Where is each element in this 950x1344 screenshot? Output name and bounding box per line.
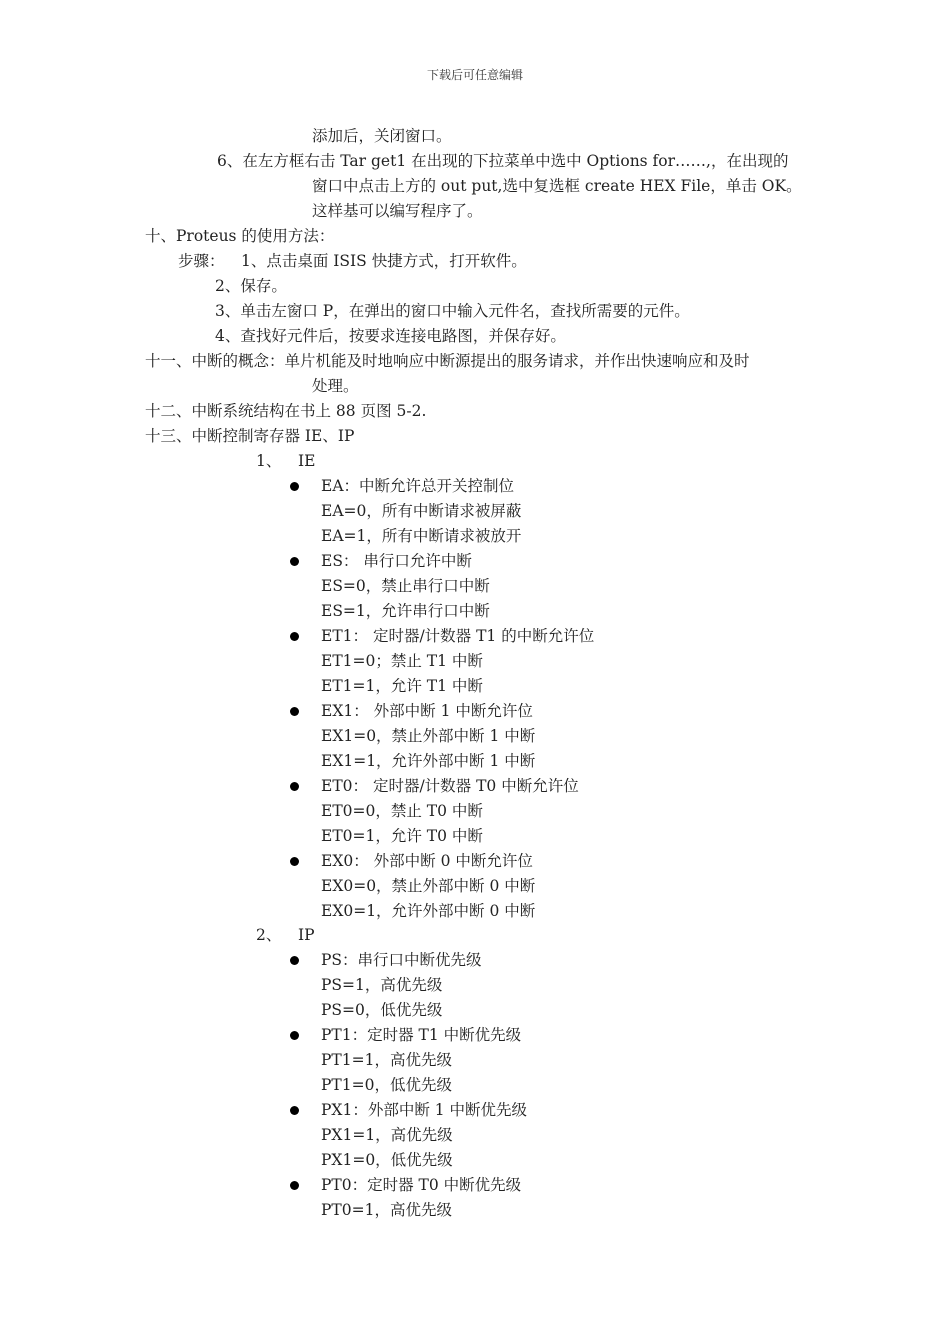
- ip-item-setting: PT1=1，高优先级: [321, 1051, 452, 1069]
- ie-item-setting: EX0=1，允许外部中断 0 中断: [321, 902, 536, 920]
- page-header: 下载后可任意编辑: [426, 68, 523, 82]
- ip-item-setting: PX1=1，高优先级: [321, 1126, 453, 1144]
- ie-item-setting: ES=1，允许串行口中断: [321, 602, 490, 620]
- step-1: 1、点击桌面 ISIS 快捷方式，打开软件。: [241, 252, 527, 270]
- ip-item-setting: PT0=1，高优先级: [321, 1201, 452, 1219]
- bullet-icon: [290, 956, 299, 965]
- bullet-icon: [290, 782, 299, 791]
- ie-item-heading: EA：中断允许总开关控制位: [321, 477, 515, 495]
- ip-item-setting: PX1=0，低优先级: [321, 1151, 453, 1169]
- bullet-icon: [290, 1106, 299, 1115]
- ip-item-setting: PT1=0，低优先级: [321, 1076, 452, 1094]
- ie-item-setting: EX1=0，禁止外部中断 1 中断: [321, 727, 536, 745]
- section-11-line1: 十一、中断的概念：单片机能及时地响应中断源提出的服务请求，并作出快速响应和及时: [145, 352, 750, 370]
- ie-item-setting: ET1=1，允许 T1 中断: [321, 677, 483, 695]
- bullet-icon: [290, 1031, 299, 1040]
- bullet-icon: [290, 632, 299, 641]
- step6-line3: 这样基可以编写程序了。: [312, 202, 483, 220]
- ip-item-heading: PT1：定时器 T1 中断优先级: [321, 1026, 522, 1044]
- ie-item-heading: EX1： 外部中断 1 中断允许位: [321, 702, 533, 720]
- step-2: 2、保存。: [215, 277, 287, 295]
- ip-item-heading: PT0：定时器 T0 中断优先级: [321, 1176, 522, 1194]
- section-13-title: 十三、中断控制寄存器 IE、IP: [145, 427, 355, 445]
- ie-item-setting: ET0=0，禁止 T0 中断: [321, 802, 483, 820]
- ie-item-heading: EX0： 外部中断 0 中断允许位: [321, 852, 533, 870]
- ip-item-setting: PS=0，低优先级: [321, 1001, 443, 1019]
- ie-item-setting: EA=1，所有中断请求被放开: [321, 527, 522, 545]
- bullet-icon: [290, 1181, 299, 1190]
- step6-line1: 6、在左方框右击 Tar get1 在出现的下拉菜单中选中 Options for……,，在出现的: [217, 152, 789, 170]
- ie-item-setting: EX0=0，禁止外部中断 0 中断: [321, 877, 536, 895]
- ie-item-setting: EX1=1，允许外部中断 1 中断: [321, 752, 536, 770]
- steps-label: 步骤：: [178, 252, 225, 270]
- ie-item-heading: ET0： 定时器/计数器 T0 中断允许位: [321, 777, 579, 795]
- ie-label: IE: [298, 452, 316, 470]
- ie-item-setting: ES=0，禁止串行口中断: [321, 577, 490, 595]
- section-10-title: 十、Proteus 的使用方法：: [145, 227, 335, 245]
- ie-item-setting: ET1=0；禁止 T1 中断: [321, 652, 483, 670]
- ie-item-heading: ES： 串行口允许中断: [321, 552, 472, 570]
- bullet-icon: [290, 857, 299, 866]
- ie-number: 1、: [256, 452, 282, 470]
- ip-item-setting: PS=1，高优先级: [321, 976, 443, 994]
- ip-label: IP: [298, 926, 315, 944]
- step5-continuation: 添加后，关闭窗口。: [312, 127, 452, 145]
- ip-number: 2、: [256, 926, 282, 944]
- ie-item-heading: ET1： 定时器/计数器 T1 的中断允许位: [321, 627, 595, 645]
- step-4: 4、查找好元件后，按要求连接电路图，并保存好。: [215, 327, 566, 345]
- bullet-icon: [290, 557, 299, 566]
- ie-item-setting: ET0=1，允许 T0 中断: [321, 827, 483, 845]
- ie-item-setting: EA=0，所有中断请求被屏蔽: [321, 502, 522, 520]
- bullet-icon: [290, 482, 299, 491]
- step6-line2: 窗口中点击上方的 out put,选中复选框 create HEX File，单击 OK。: [312, 177, 802, 195]
- ip-item-heading: PS：串行口中断优先级: [321, 951, 482, 969]
- step-3: 3、单击左窗口 P，在弹出的窗口中输入元件名，查找所需要的元件。: [215, 302, 690, 320]
- section-11-line2: 处理。: [312, 377, 359, 395]
- bullet-icon: [290, 707, 299, 716]
- section-12: 十二、中断系统结构在书上 88 页图 5-2.: [145, 402, 427, 420]
- ip-item-heading: PX1：外部中断 1 中断优先级: [321, 1101, 528, 1119]
